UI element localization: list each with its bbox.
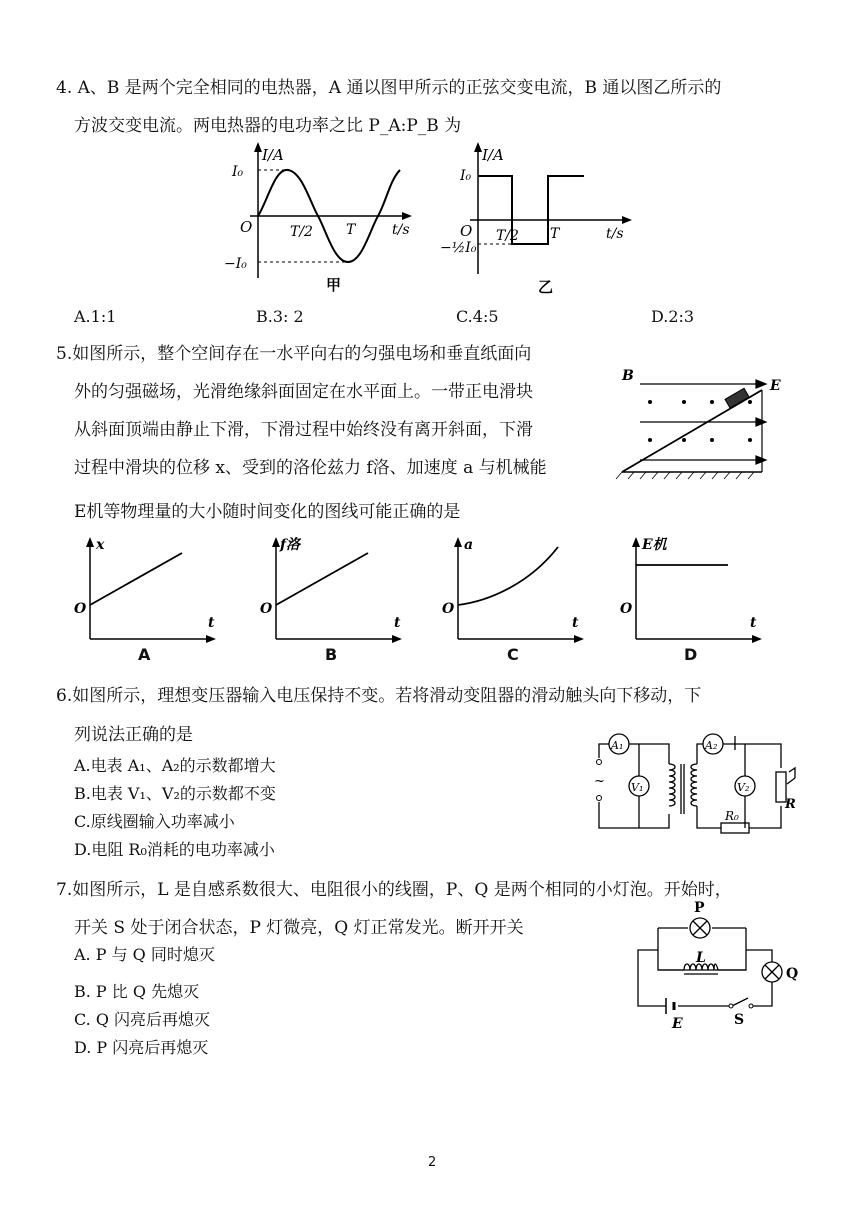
graph-c-xlabel: t (572, 615, 579, 631)
jia-ylabel: I/A (262, 146, 284, 164)
q6-r0-label: R₀ (725, 809, 739, 823)
yi-ylabel: I/A (482, 146, 504, 164)
graph-a-caption: A (138, 645, 151, 664)
graph-c-caption: C (507, 645, 519, 664)
yi-full: T (550, 226, 560, 242)
q6-option-d: D.电阻 R₀消耗的电功率减小 (74, 840, 275, 859)
graph-d-xlabel: t (750, 615, 757, 631)
q7-option-a: A. P 与 Q 同时熄灭 (74, 945, 215, 964)
jia-imin: −I₀ (224, 256, 247, 272)
jia-origin: O (240, 218, 253, 236)
jia-half: T/2 (290, 224, 313, 240)
q4-stem-line1: 4. A、B 是两个完全相同的电热器，A 通以图甲所示的正弦交变电流，B 通以图乙所示的 (56, 78, 722, 98)
yi-imax: I₀ (460, 168, 472, 184)
jia-xlabel: t/s (392, 222, 410, 238)
q5-incline-figure (612, 362, 832, 480)
q6-a2-label: A₂ (705, 739, 718, 752)
q6-stem-line1: 6.如图所示，理想变压器输入电压保持不变。若将滑动变阻器的滑动触头向下移动，下 (56, 686, 702, 706)
q5-stem-line4: 过程中滑块的位移 x、受到的洛伦兹力 f洛、加速度 a 与机械能 (74, 458, 547, 478)
yi-origin: O (460, 222, 473, 240)
q6-source-symbol: ~ (594, 774, 605, 789)
yi-half: T/2 (496, 228, 519, 244)
graph-b-ylabel: f洛 (280, 537, 301, 553)
q6-v1-label: V₁ (631, 781, 644, 794)
graph-a-xlabel: t (208, 615, 215, 631)
q6-option-b: B.电表 V₁、V₂的示数都不变 (74, 784, 276, 803)
q5-stem-line3: 从斜面顶端由静止下滑，下滑过程中始终没有离开斜面，下滑 (74, 420, 533, 440)
q5-e-label: E (770, 378, 781, 394)
q4-option-d: D.2:3 (651, 307, 695, 326)
q6-v2-label: V₂ (737, 781, 750, 794)
q4-option-c: C.4:5 (456, 307, 499, 326)
q4-figure-jia (224, 140, 420, 300)
graph-d-ylabel: E机 (642, 537, 667, 553)
q7-option-b: B. P 比 Q 先熄灭 (74, 982, 200, 1001)
yi-imin: −½I₀ (440, 240, 477, 256)
q6-r-label: R (785, 797, 796, 812)
q7-p-label: P (694, 900, 705, 916)
q6-transformer-circuit (585, 728, 815, 840)
q4-option-b: B.3: 2 (256, 307, 304, 326)
graph-a-ylabel: x (96, 537, 105, 553)
graph-c-origin: O (442, 601, 455, 617)
jia-caption: 甲 (326, 276, 342, 294)
q6-option-a: A.电表 A₁、A₂的示数都增大 (74, 756, 276, 775)
q4-figure-yi (440, 140, 640, 300)
graph-b-xlabel: t (394, 615, 401, 631)
q6-option-c: C.原线圈输入功率减小 (74, 812, 235, 831)
q5-b-label: B (622, 368, 634, 384)
q6-a1-label: A₁ (611, 739, 624, 752)
graph-d-origin: O (620, 601, 633, 617)
q7-stem-line1: 7.如图所示，L 是自感系数很大、电阻很小的线圈，P、Q 是两个相同的小灯泡。开始时， (56, 880, 732, 900)
yi-caption: 乙 (538, 278, 554, 296)
graph-c-ylabel: a (464, 537, 474, 553)
q7-e-label: E (672, 1016, 683, 1032)
jia-full: T (346, 222, 356, 238)
jia-imax: I₀ (232, 164, 244, 180)
q7-stem-line2: 开关 S 处于闭合状态，P 灯微亮，Q 灯正常发光。断开开关 (74, 918, 524, 938)
q7-q-label: Q (786, 966, 799, 982)
page-number: 2 (428, 1155, 437, 1170)
q7-s-label: S (734, 1012, 745, 1028)
q7-option-c: C. Q 闪亮后再熄灭 (74, 1010, 211, 1029)
q6-stem-line2: 列说法正确的是 (74, 725, 193, 745)
q7-inductor-circuit (630, 898, 810, 1030)
graph-d-caption: D (684, 645, 698, 664)
graph-b-origin: O (260, 601, 273, 617)
q5-stem-line5: E机等物理量的大小随时间变化的图线可能正确的是 (74, 502, 461, 522)
yi-xlabel: t/s (606, 226, 624, 242)
q5-stem-line2: 外的匀强磁场，光滑绝缘斜面固定在水平面上。一带正电滑块 (74, 382, 533, 402)
q7-option-d: D. P 闪亮后再熄灭 (74, 1038, 209, 1057)
graph-b-caption: B (325, 645, 338, 664)
q5-stem-line1: 5.如图所示，整个空间存在一水平向右的匀强电场和垂直纸面向 (56, 344, 532, 364)
q4-stem-line2: 方波交变电流。两电热器的电功率之比 P_A:P_B 为 (74, 116, 462, 136)
q4-option-a: A.1:1 (74, 307, 117, 326)
graph-a-origin: O (74, 601, 87, 617)
q7-l-label: L (696, 950, 706, 966)
